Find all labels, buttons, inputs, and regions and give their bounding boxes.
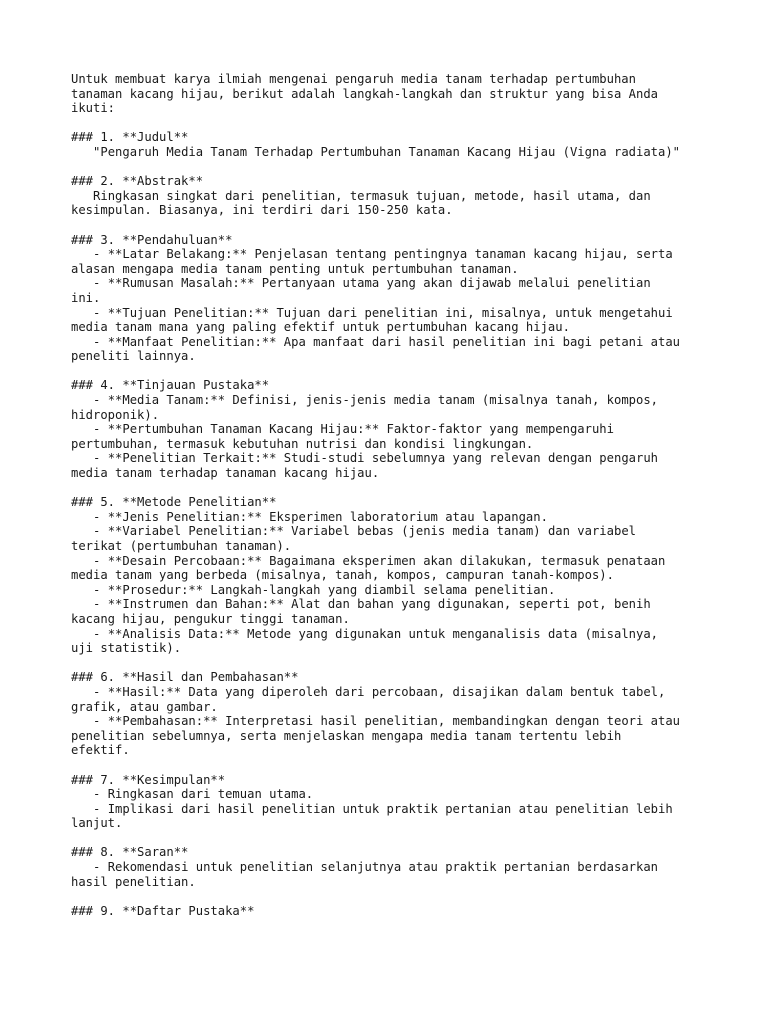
section-saran: ### 8. **Saran** - Rekomendasi untuk penelitian selanjutnya atau praktik pertanian berdasarkan hasil penelitian. xyxy=(71,845,659,889)
section-abstrak: ### 2. **Abstrak** Ringkasan singkat dari penelitian, termasuk tujuan, metode, hasil utama, dan kesimpulan. Biasanya, ini terdiri dari 150-250 kata. xyxy=(71,174,651,218)
section-judul: ### 1. **Judul** "Pengaruh Media Tanam Terhadap Pertumbuhan Tanaman Kacang Hijau (Vigna radiata)" xyxy=(71,130,681,159)
intro-paragraph: Untuk membuat karya ilmiah mengenai pengaruh media tanam terhadap pertumbuhan tanaman kacang hijau, berikut adalah langkah-langkah dan struktur yang bisa Anda ikuti: xyxy=(71,72,658,116)
section-pendahuluan: ### 3. **Pendahuluan** - **Latar Belakang:** Penjelasan tentang pentingnya tanaman kacang hijau, serta alasan mengapa media tanam penting untuk pertumbuhan tanaman. - **Rumusan Masalah:** Pertanyaan utama yang akan dijawab melalui penelitian ini. - **Tujuan Penelitian:** Tujuan dari penelitian ini, misalnya, untuk mengetahui media tanam mana yang paling efektif untuk pertumbuhan kacang hijau. - **Manfaat Penelitian:** Apa manfaat dari hasil penelitian ini bagi petani atau peneliti lainnya. xyxy=(71,232,681,364)
section-daftar-pustaka: ### 9. **Daftar Pustaka** xyxy=(71,903,255,918)
section-kesimpulan: ### 7. **Kesimpulan** - Ringkasan dari temuan utama. - Implikasi dari hasil penelitian untuk praktik pertanian atau penelitian lebih lanjut. xyxy=(71,772,673,831)
section-hasil-pembahasan: ### 6. **Hasil dan Pembahasan** - **Hasil:** Data yang diperoleh dari percobaan, disajikan dalam bentuk tabel, grafik, atau gambar. - **Pembahasan:** Interpretasi hasil penelitian, membandingkan dengan teori atau penelitian sebelumnya, serta menjelaskan mengapa media tanam tertentu lebih efektif. xyxy=(71,670,681,758)
section-metode-penelitian: ### 5. **Metode Penelitian** - **Jenis Penelitian:** Eksperimen laboratorium atau lapangan. - **Variabel Penelitian:** Variabel bebas (jenis media tanam) dan variabel terikat (pertumbuhan tanaman). - **Desain Percobaan:** Bagaimana eksperimen akan dilakukan, termasuk penataan media tanam yang berbeda (misalnya, tanah, kompos, campuran tanah-kompos). - **Prosedur:** Langkah-langkah yang diambil selama penelitian. - **Instrumen dan Bahan:** Alat dan bahan yang digunakan, seperti pot, benih kacang hijau, pengukur tinggi tanaman. - **Analisis Data:** Metode yang digunakan untuk menganalisis data (misalnya, uji statistik). xyxy=(71,495,666,656)
section-tinjauan-pustaka: ### 4. **Tinjauan Pustaka** - **Media Tanam:** Definisi, jenis-jenis media tanam (misalnya tanah, kompos, hidroponik). - **Pertumbuhan Tanaman Kacang Hijau:** Faktor-faktor yang mempengaruhi pertumbuhan, termasuk kebutuhan nutrisi dan kondisi lingkungan. - **Penelitian Terkait:** Studi-studi sebelumnya yang relevan dengan pengaruh media tanam terhadap tanaman kacang hijau. xyxy=(71,378,659,481)
